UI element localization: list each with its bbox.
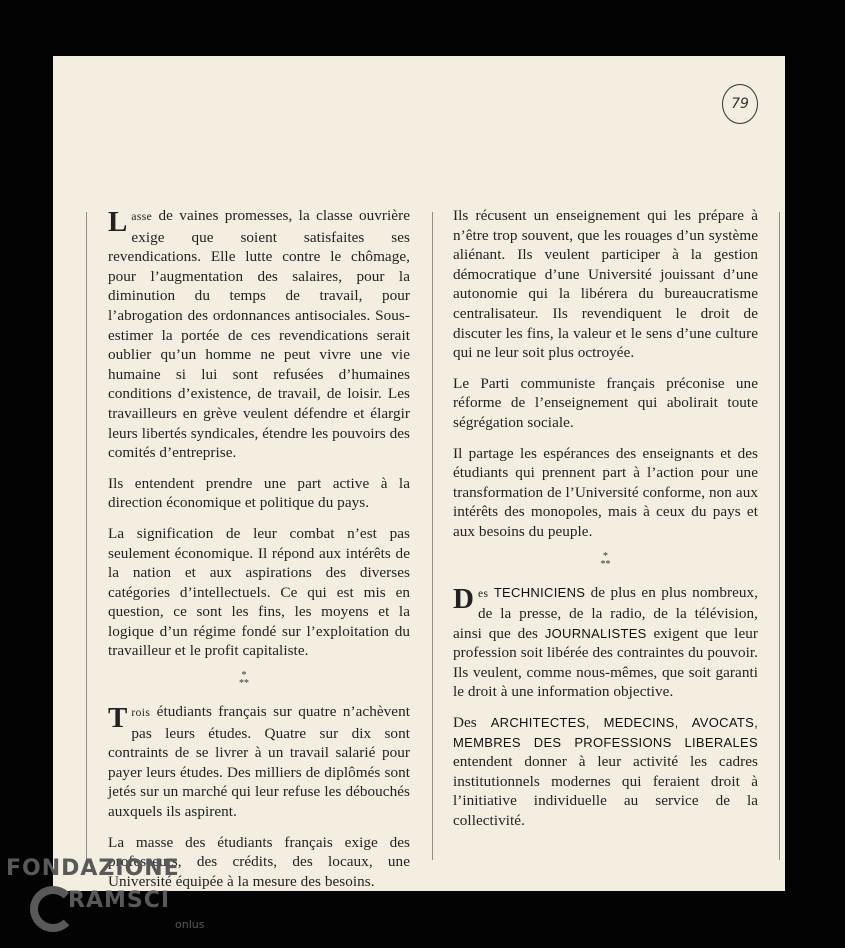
paragraph: Ils récusent un enseignement qui les prépare à n’être trop souvent, que les rouages d’un système aliénant. Ils veulent participer à la gestion démocratique d’une Université jouissant d’une autonomie qui la libérera du bureaucratisme centralisateur. Ils revendiquent le droit de discuter les fins, la valeur et le sens d’une culture qui ne leur soit plus octroyée. [453,207,758,362]
paragraph-trois: Trois étudiants français sur quatre n’achèvent pas leurs études. Quatre sur dix sont contraints de se livrer à un travail salarié pour payer leurs études. Des milliers de diplômés sont jetés sur un marché qui leur refuse les débouchés auxquels ils aspirent. [108,702,410,821]
paragraph-architectes: Des ARCHITECTES, MEDECINS, AVOCATS, MEMBRES DES PROFESSIONS LIBERALES entendent donner à leur activité les cadres institutionnels modernes qui feraient droit à l’initiative individuelle au service de la collectivité. [453,714,758,830]
paragraph: Il partage les espérances des enseignants et des étudiants qui prennent part à l’action pour une transformation de l’Université conforme, non aux intérêts des monopoles, mais à ceux du pays et aux besoins du peuple. [453,444,758,540]
paragraph: Ils entendent prendre une part active à la direction économique et politique du pays. [108,474,410,512]
paragraph-lasse: Lasse de vaines promesses, la classe ouvrière exige que soient satisfaites ses revendications. Elle lutte contre le chômage, pour l’augmentation des salaires, pour la diminution du temps de travail, pour l’abrogation des ordonnances antisociales. Sous-estimer la portée de ces revendications serait oublier qu’un homme ne peut vivre une vie humaine si lui sont refusées d’humaines conditions d’existence, de travail, de loisir. Les travailleurs en grève veulent défendre et élargir leurs libertés syndicales, étendre les pouvoirs des comités d’entreprise. [108,206,410,462]
paragraph: La masse des étudiants français exige des professeurs, des crédits, des locaux, une Université équipée à la mesure des besoins. [108,833,410,890]
small-caps: es [478,587,489,600]
drop-cap: L [108,206,128,238]
column-rule-right [779,212,780,860]
paragraph-des-techniciens: Des TECHNICIENS de plus en plus nombreux, de la presse, de la radio, de la télévision, ainsi que des JOURNALISTES exigent que leur profession soit libérée des contraintes du pouvoir. Ils veulent, comme nous-mêmes, que soit garanti le droit à une information objective. [453,582,758,701]
column-rule-left [86,212,87,860]
drop-cap: T [108,702,128,735]
section-separator: * ** [600,550,611,570]
paragraph: La signification de leur combat n’est pas seulement économique. Il répond aux intérêts de la nation et aux aspirations des diverses catégories d’intellectuels. Ce qui est mis en question, ce sont les fins, les moyens et la logique d’un régime fondé sur l’exploitation du travailleur et le profit capitaliste. [108,524,410,660]
page-number: 79 [722,84,758,124]
column-rule-middle [432,212,433,860]
section-separator: * ** [238,670,250,690]
left-column [108,206,410,902]
watermark-onlus: onlus [175,918,205,931]
right-column [453,206,758,842]
watermark-gramsci: RAMSCI [68,888,171,913]
small-caps: asse [131,211,153,223]
paragraph: Le Parti communiste français préconise une réforme de l’enseignement qui abolirait toute ségrégation sociale. [453,374,758,431]
small-caps: rois [131,707,151,720]
drop-cap: D [453,582,474,615]
watermark-fondazione: FONDAZIONE [6,856,180,881]
